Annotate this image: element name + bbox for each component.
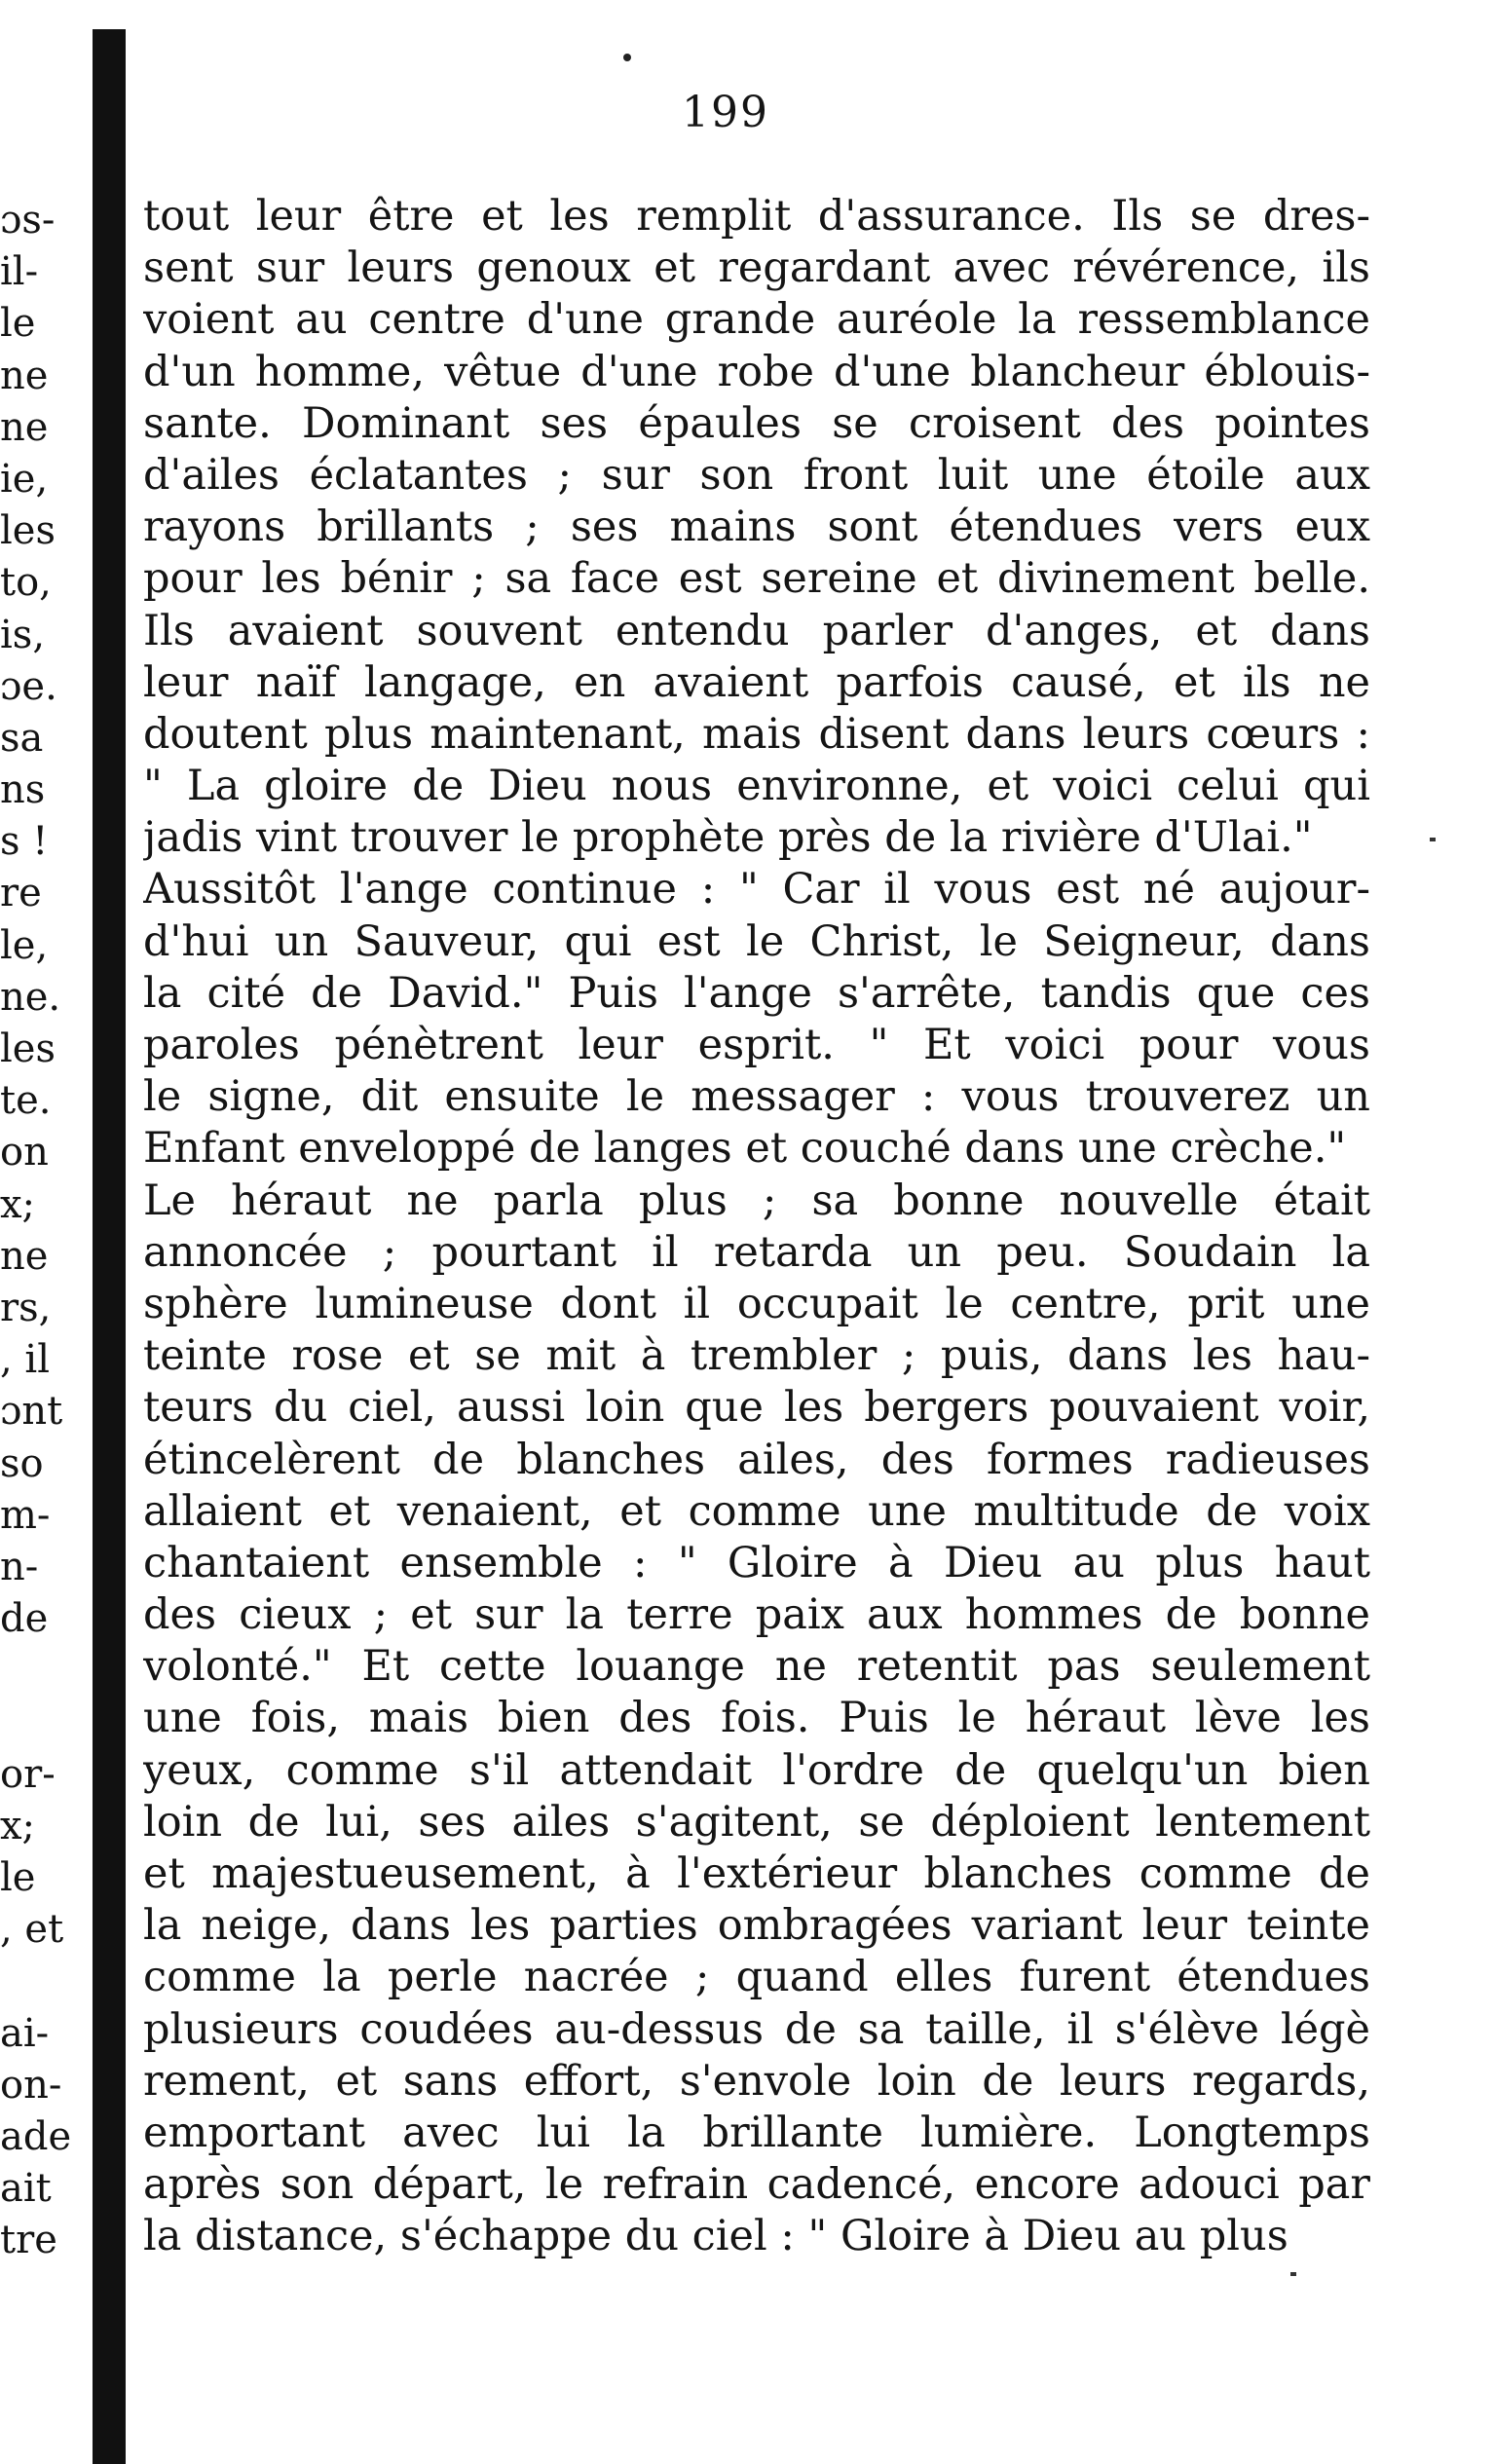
margin-fragment: ne bbox=[0, 404, 49, 450]
margin-fragment: so bbox=[0, 1440, 44, 1486]
margin-fragment bbox=[0, 1645, 117, 1697]
text-line: Enfant enveloppé de langes et couché dans une crèche." bbox=[143, 1124, 1347, 1174]
margin-fragment: le bbox=[0, 1855, 36, 1900]
margin-fragment: on- bbox=[0, 2062, 62, 2108]
text-line: rement, et sans effort, s'envole loin de leurs regards, bbox=[143, 2056, 1370, 2106]
margin-fragment: is, bbox=[0, 612, 46, 657]
text-line: Ils avaient souvent entendu parler d'anges, et dans bbox=[143, 606, 1370, 655]
margin-fragment: ait bbox=[0, 2166, 52, 2212]
text-line: plusieurs coudées au-dessus de sa taille, il s'élève légè bbox=[143, 2004, 1370, 2054]
margin-fragment: il- bbox=[0, 249, 39, 295]
text-line: pour les bénir ; sa face est sereine et divinement belle. bbox=[143, 554, 1370, 604]
text-line: loin de lui, ses ailes s'agitent, se déploient lentement bbox=[143, 1797, 1370, 1847]
text-line: le signe, dit ensuite le messager : vous trouverez un bbox=[143, 1072, 1370, 1122]
text-line: emportant avec lui la brillante lumière. Longtemps bbox=[143, 2108, 1370, 2157]
margin-fragment: re bbox=[0, 871, 42, 916]
margin-fragment: s ! bbox=[0, 819, 49, 865]
scan-speck bbox=[623, 54, 631, 61]
margin-fragment: ɔe. bbox=[0, 663, 57, 709]
text-line: doutent plus maintenant, mais disent dans leurs cœurs : bbox=[143, 709, 1370, 759]
margin-fragment: ɔnt bbox=[0, 1389, 63, 1435]
text-line: chantaient ensemble : " Gloire à Dieu au plus haut bbox=[143, 1538, 1370, 1587]
adjacent-page-fragments bbox=[0, 195, 117, 2267]
text-line: leur naïf langage, en avaient parfois causé, et ils ne bbox=[143, 657, 1370, 707]
text-line: d'un homme, vêtue d'une robe d'une blancheur éblouis- bbox=[143, 347, 1370, 396]
text-line: la distance, s'échappe du ciel : " Gloire à Dieu au plus bbox=[143, 2212, 1289, 2261]
text-line: d'ailes éclatantes ; sur son front luit une étoile aux bbox=[143, 450, 1370, 500]
text-line: étincelèrent de blanches ailes, des formes radieuses bbox=[143, 1435, 1370, 1484]
margin-fragment: les bbox=[0, 1027, 56, 1071]
text-line: paroles pénètrent leur esprit. " Et voici pour vous bbox=[143, 1021, 1370, 1069]
margin-fragment: ie, bbox=[0, 456, 49, 502]
margin-fragment: ai- bbox=[0, 2010, 50, 2056]
margin-fragment: de bbox=[0, 1596, 49, 1642]
text-line: Aussitôt l'ange continue : " Car il vous est né aujour- bbox=[143, 865, 1370, 915]
text-line: tout leur être et les remplit d'assurance. Ils se dres- bbox=[143, 192, 1370, 241]
text-line: des cieux ; et sur la terre paix aux hommes de bonne bbox=[143, 1590, 1370, 1640]
page-body bbox=[143, 191, 1370, 2263]
page-number: 199 bbox=[682, 88, 769, 137]
margin-fragment: m- bbox=[0, 1492, 51, 1538]
margin-fragment: le bbox=[0, 301, 36, 347]
margin-fragment: x; bbox=[0, 1803, 36, 1848]
margin-fragment: ɔs- bbox=[0, 198, 56, 243]
margin-fragment: ne bbox=[0, 353, 49, 398]
text-line: et majestueusement, à l'extérieur blanches comme de bbox=[143, 1849, 1370, 1898]
margin-fragment bbox=[0, 1956, 117, 2007]
text-line: la cité de David." Puis l'ange s'arrête, tandis que ces bbox=[143, 968, 1370, 1018]
text-line: sphère lumineuse dont il occupait le centre, prit une bbox=[143, 1279, 1370, 1328]
text-line: comme la perle nacrée ; quand elles furent étendues bbox=[143, 1953, 1370, 2002]
margin-fragment bbox=[0, 1697, 117, 1748]
text-line: annoncée ; pourtant il retarda un peu. Soudain la bbox=[143, 1227, 1370, 1277]
margin-fragment: , il bbox=[0, 1337, 51, 1383]
text-line: volonté." Et cette louange ne retentit pas seulement bbox=[143, 1642, 1370, 1692]
margin-fragment: ade bbox=[0, 2113, 72, 2159]
text-line: jadis vint trouver le prophète près de la rivière d'Ulai." bbox=[143, 813, 1313, 863]
margin-fragment: ns bbox=[0, 767, 46, 813]
margin-fragment: le, bbox=[0, 922, 49, 968]
margin-fragment: n- bbox=[0, 1544, 39, 1589]
scan-speck bbox=[1290, 2272, 1296, 2276]
text-line: d'hui un Sauveur, qui est le Christ, le Seigneur, dans bbox=[143, 916, 1370, 966]
margin-fragment: x; bbox=[0, 1181, 36, 1227]
text-line: sent sur leurs genoux et regardant avec révérence, ils bbox=[143, 243, 1370, 293]
margin-fragment: ne. bbox=[0, 974, 61, 1020]
text-line: voient au centre d'une grande auréole la ressemblance bbox=[143, 295, 1370, 345]
text-line: teurs du ciel, aussi loin que les bergers pouvaient voir, bbox=[143, 1383, 1370, 1433]
margin-fragment: on bbox=[0, 1130, 49, 1176]
margin-fragment: , et bbox=[0, 1907, 64, 1953]
text-line: la neige, dans les parties ombragées variant leur teinte bbox=[143, 1901, 1370, 1951]
text-line: allaient et venaient, et comme une multitude de voix bbox=[143, 1486, 1370, 1536]
text-line: " La gloire de Dieu nous environne, et voici celui qui bbox=[143, 762, 1370, 811]
margin-fragment: ne bbox=[0, 1233, 49, 1279]
text-line: après son départ, le refrain cadencé, encore adouci par bbox=[143, 2160, 1370, 2210]
text-line: yeux, comme s'il attendait l'ordre de quelqu'un bien bbox=[143, 1745, 1370, 1795]
margin-fragment: rs, bbox=[0, 1285, 52, 1330]
margin-fragment: sa bbox=[0, 715, 44, 761]
margin-fragment: les bbox=[0, 508, 56, 554]
text-line: sante. Dominant ses épaules se croisent des pointes bbox=[143, 398, 1370, 448]
text-line: une fois, mais bien des fois. Puis le héraut lève les bbox=[143, 1694, 1370, 1743]
text-line: teinte rose et se mit à trembler ; puis, dans les hau- bbox=[143, 1331, 1370, 1381]
margin-fragment: tre bbox=[0, 2218, 57, 2263]
margin-fragment: te. bbox=[0, 1078, 52, 1124]
text-line: Le héraut ne parla plus ; sa bonne nouvelle était bbox=[143, 1176, 1370, 1225]
margin-fragment: to, bbox=[0, 560, 52, 606]
margin-fragment: or- bbox=[0, 1751, 56, 1797]
text-line: rayons brillants ; ses mains sont étendues vers eux bbox=[143, 503, 1370, 552]
scan-speck bbox=[1430, 838, 1436, 841]
